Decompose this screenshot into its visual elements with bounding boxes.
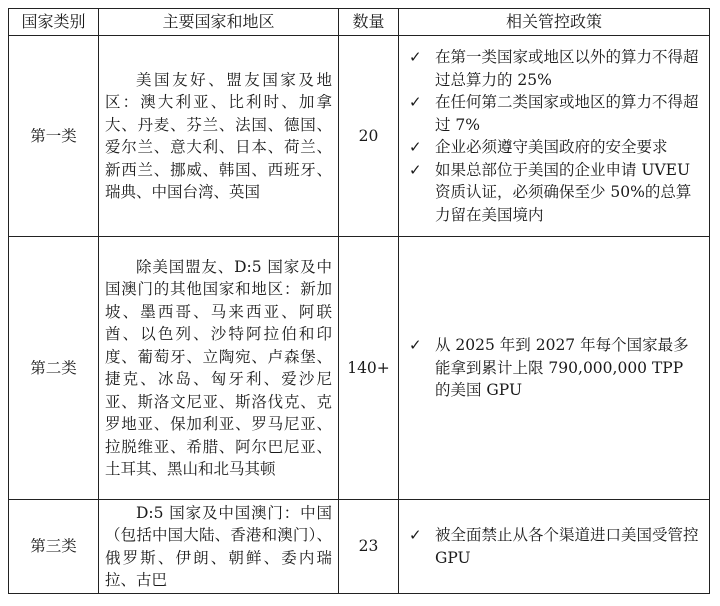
countries-cell bbox=[99, 237, 339, 500]
policy-text: 被全面禁止从各个渠道进口美国受管控 GPU bbox=[435, 526, 699, 567]
policy-item bbox=[405, 91, 703, 136]
header-count: 数量 bbox=[339, 9, 399, 36]
header-category: 国家类别 bbox=[9, 9, 99, 36]
policy-item bbox=[405, 136, 703, 159]
policy-cell bbox=[399, 237, 710, 500]
table-row bbox=[9, 500, 710, 594]
country-category-table bbox=[8, 8, 710, 594]
category-cell: 第二类 bbox=[9, 237, 99, 500]
policy-cell bbox=[399, 36, 710, 237]
policy-text: 在第一类国家或地区以外的算力不得超过总算力的 25% bbox=[435, 48, 699, 89]
countries-cell bbox=[99, 36, 339, 237]
check-icon: ✓ bbox=[409, 138, 422, 156]
countries-text: 除美国盟友、D:5 国家及中国澳门的其他国家和地区：新加坡、墨西哥、马来西亚、阿联酋、以色列、沙特阿拉伯和印度、葡萄牙、立陶宛、卢森堡、捷克、冰岛、匈牙利、爱沙尼亚、斯洛文尼亚、斯洛伐克、克罗地亚、保加利亚、罗马尼亚、拉脱维亚、希腊、阿尔巴尼亚、土耳其、黑山和北马其顿 bbox=[105, 257, 332, 478]
count-cell: 140+ bbox=[339, 237, 399, 500]
policy-text: 企业必须遵守美国政府的安全要求 bbox=[435, 138, 668, 156]
count-cell: 20 bbox=[339, 36, 399, 237]
policy-item bbox=[405, 46, 703, 91]
header-row bbox=[9, 9, 710, 36]
header-countries: 主要国家和地区 bbox=[99, 9, 339, 36]
policy-item bbox=[405, 159, 703, 227]
header-policy: 相关管控政策 bbox=[399, 9, 710, 36]
table-row bbox=[9, 36, 710, 237]
policy-table-frame bbox=[8, 8, 710, 599]
policy-text: 在任何第二类国家或地区的算力不得超过 7% bbox=[435, 93, 699, 134]
check-icon: ✓ bbox=[409, 48, 422, 66]
check-icon: ✓ bbox=[409, 160, 422, 179]
category-cell: 第三类 bbox=[9, 500, 99, 594]
count-cell: 23 bbox=[339, 500, 399, 594]
policy-item bbox=[405, 524, 703, 569]
policy-item bbox=[405, 334, 703, 402]
policy-text: 如果总部位于美国的企业申请 UVEU 资质认证，必须确保至少 50%的总算力留在美国境内 bbox=[435, 160, 692, 224]
table-row bbox=[9, 237, 710, 500]
countries-text: D:5 国家及中国澳门：中国（包括中国大陆、香港和澳门）、俄罗斯、伊朗、朝鲜、委内瑞拉、古巴 bbox=[105, 503, 332, 589]
policy-text: 从 2025 年到 2027 年每个国家最多能拿到累计上限 790,000,000 TPP 的美国 GPU bbox=[435, 336, 689, 400]
policy-cell bbox=[399, 500, 710, 594]
check-icon: ✓ bbox=[409, 336, 422, 355]
check-icon: ✓ bbox=[409, 526, 422, 544]
countries-text: 美国友好、盟友国家及地区：澳大利亚、比利时、加拿大、丹麦、芬兰、法国、德国、爱尔兰、意大利、日本、荷兰、新西兰、挪威、韩国、西班牙、瑞典、中国台湾、英国 bbox=[105, 70, 332, 201]
check-icon: ✓ bbox=[409, 93, 422, 111]
countries-cell bbox=[99, 500, 339, 594]
category-cell: 第一类 bbox=[9, 36, 99, 237]
